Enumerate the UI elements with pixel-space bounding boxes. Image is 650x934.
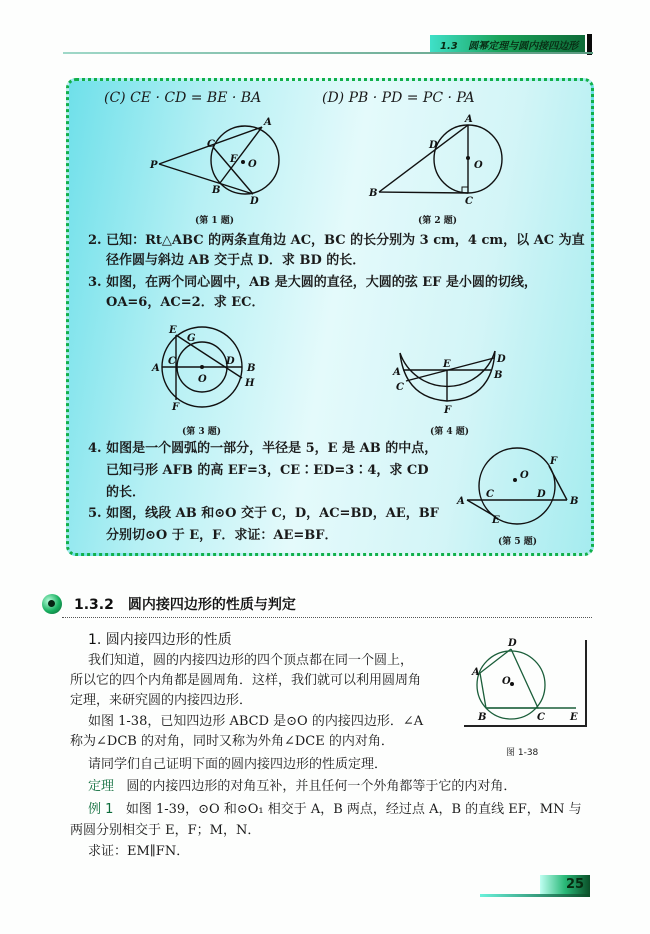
svg-text:D: D xyxy=(537,489,546,500)
svg-text:E: E xyxy=(570,712,578,723)
svg-text:B: B xyxy=(570,496,579,507)
paragraph-1-line-1: 我们知道，圆的内接四边形的四个顶点都在同一个圆上， xyxy=(88,653,414,668)
question-3-line-2: OA=6，AC=2．求 EC． xyxy=(106,295,265,310)
prove-statement: 求证：EM∥FN． xyxy=(88,844,190,859)
svg-text:O: O xyxy=(248,159,257,170)
figure-frame-right xyxy=(585,640,587,726)
svg-text:C: C xyxy=(486,489,494,500)
header-section-title: 圆幂定理与圆内接四边形 xyxy=(468,41,579,52)
svg-text:C: C xyxy=(465,196,473,207)
svg-text:A: A xyxy=(264,117,272,128)
svg-text:B: B xyxy=(369,188,378,199)
paragraph-2-line-1: 如图 1-38，已知四边形 ABCD 是⊙O 的内接四边形．∠A xyxy=(88,714,424,729)
svg-text:C: C xyxy=(537,712,545,723)
theorem-text: 圆的内接四边形的对角互补，并且任何一个外角都等于它的内对角． xyxy=(126,779,517,794)
svg-text:D: D xyxy=(497,354,506,365)
theorem-label: 定理 xyxy=(88,779,115,794)
svg-text:O: O xyxy=(502,676,511,687)
svg-text:C: C xyxy=(396,382,404,393)
svg-text:E: E xyxy=(443,359,451,370)
paragraph-1-line-3: 定理，来研究圆的内接四边形． xyxy=(70,693,253,708)
figure-2-caption: (第 2 题) xyxy=(418,216,458,226)
svg-text:B: B xyxy=(212,185,221,196)
svg-text:D: D xyxy=(429,140,438,151)
svg-text:F: F xyxy=(444,405,452,416)
option-d: (D) PB · PD = PC · PA xyxy=(322,90,475,106)
option-c: (C) CE · CD = BE · BA xyxy=(104,90,262,106)
figure-3-caption: (第 3 题) xyxy=(182,427,222,437)
svg-text:C: C xyxy=(168,356,176,367)
svg-text:D: D xyxy=(508,638,517,649)
svg-text:B: B xyxy=(478,712,487,723)
svg-text:D: D xyxy=(250,196,259,207)
svg-text:B: B xyxy=(494,370,503,381)
section-title: 1.3.2 圆内接四边形的性质与判定 xyxy=(74,597,296,613)
svg-text:C: C xyxy=(207,139,215,150)
question-4-line-2: 已知弓形 AFB 的高 EF=3，CE∶ED=3∶4，求 CD xyxy=(106,463,429,478)
example-1-line-2: 两圆分别相交于 E，F；M，N． xyxy=(70,823,261,838)
svg-text:F: F xyxy=(550,456,558,467)
paragraph-1-line-2: 所以它的四个内角都是圆周角．这样，我们就可以利用圆周角 xyxy=(70,673,422,688)
example-text: 如图 1-39，⊙O 和⊙O₁ 相交于 A，B 两点，经过点 A，B 的直线 EF，MN 与 xyxy=(125,802,582,817)
svg-text:E: E xyxy=(230,154,238,165)
svg-text:O: O xyxy=(520,470,529,481)
svg-text:A: A xyxy=(152,363,160,374)
question-2-line-1: 2. 已知：Rt△ABC 的两条直角边 AC，BC 的长分别为 3 cm，4 cm，以 AC 为直 xyxy=(88,233,585,248)
svg-text:E: E xyxy=(492,515,500,526)
header-section-number: 1.3 xyxy=(440,41,458,52)
figure-frame-bottom xyxy=(464,725,587,727)
svg-text:G: G xyxy=(187,333,196,344)
svg-text:A: A xyxy=(472,667,480,678)
footer-rule xyxy=(480,894,590,897)
svg-text:H: H xyxy=(245,378,255,389)
question-5-line-1: 5. 如图，线段 AB 和⊙O 交于 C，D，AC=BD，AE，BF xyxy=(88,506,439,521)
figure-1-38-caption: 图 1-38 xyxy=(506,748,539,758)
subsection-heading: 1. 圆内接四边形的性质 xyxy=(88,632,232,648)
svg-text:F: F xyxy=(172,402,180,413)
figure-1-caption: (第 1 题) xyxy=(195,216,235,226)
question-4-line-1: 4. 如图是一个圆弧的一部分，半径是 5，E 是 AB 的中点， xyxy=(88,441,438,456)
example-label: 例 1 xyxy=(88,802,114,817)
svg-text:A: A xyxy=(393,367,401,378)
paragraph-2-line-2: 称为∠DCB 的对角，同时又称为外角∠DCE 的内对角． xyxy=(70,734,394,749)
question-4-line-3: 的长． xyxy=(106,485,146,500)
svg-text:A: A xyxy=(465,114,473,125)
question-2-line-2: 径作圆与斜边 AB 交于点 D．求 BD 的长． xyxy=(106,253,366,268)
svg-text:A: A xyxy=(457,496,465,507)
page-number: 25 xyxy=(566,877,585,892)
question-3-line-1: 3. 如图，在两个同心圆中，AB 是大圆的直径，大圆的弦 EF 是小圆的切线， xyxy=(88,275,537,290)
svg-text:E: E xyxy=(169,325,177,336)
paragraph-3: 请同学们自己证明下面的圆内接四边形的性质定理． xyxy=(88,757,388,772)
svg-text:D: D xyxy=(226,356,235,367)
figure-4-caption: (第 4 题) xyxy=(430,427,470,437)
svg-text:O: O xyxy=(198,374,207,385)
svg-text:P: P xyxy=(150,160,158,171)
svg-text:O: O xyxy=(474,160,483,171)
figure-5-caption: (第 5 题) xyxy=(498,537,538,547)
svg-text:B: B xyxy=(247,363,256,374)
question-5-line-2: 分别切⊙O 于 E，F．求证：AE=BF． xyxy=(106,528,338,543)
